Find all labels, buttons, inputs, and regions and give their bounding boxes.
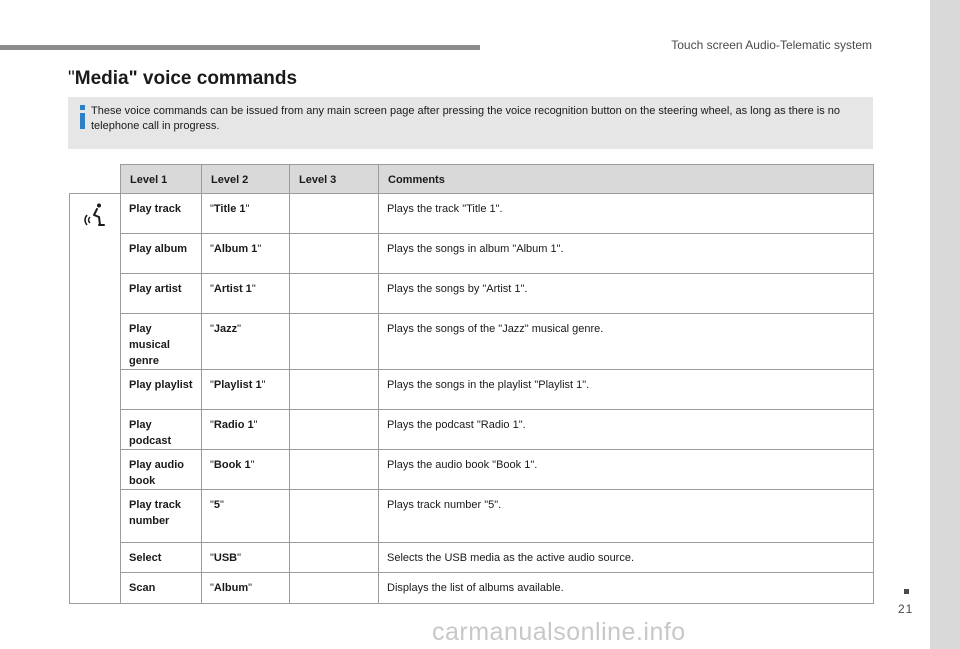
level2-cell: "Title 1": [202, 194, 290, 234]
table-header-cell: Comments: [379, 165, 874, 194]
level2-cell: "Radio 1": [202, 410, 290, 450]
level2-cell-value: Album 1: [213, 243, 258, 255]
table-row: [70, 410, 874, 450]
header-rule: [0, 45, 480, 50]
level3-cell: [290, 370, 379, 410]
page-number: 21: [898, 602, 914, 616]
title-quote-open: ": [68, 68, 75, 89]
level3-cell: [290, 573, 379, 604]
info-text: These voice commands can be issued from any main screen page after pressing the voice recognition button on the steering wheel, as long as there is no telephone call in progress.: [91, 105, 841, 132]
comment-cell: Plays the songs in album "Album 1".: [379, 234, 874, 274]
table-row: [70, 234, 874, 274]
level1-cell: Play podcast: [121, 410, 202, 450]
level2-cell: "5": [202, 490, 290, 543]
level3-cell: [290, 234, 379, 274]
comment-cell: Plays the audio book "Book 1".: [379, 450, 874, 490]
title-main: Media: [74, 68, 129, 89]
level3-cell: [290, 543, 379, 573]
level1-cell: Play album: [121, 234, 202, 274]
table-row: [70, 314, 874, 370]
comment-cell: Plays the track "Title 1".: [379, 194, 874, 234]
level2-cell-value: Book 1: [213, 459, 251, 471]
level2-cell-value: Artist 1: [213, 283, 252, 295]
icon-cell: [70, 194, 121, 604]
level2-cell: "USB": [202, 543, 290, 573]
section-header: Touch screen Audio-Telematic system: [671, 38, 872, 52]
level2-cell-value: 5: [213, 499, 221, 511]
table-header-row: [70, 165, 874, 194]
voice-commands-table: [69, 164, 874, 604]
level3-cell: [290, 450, 379, 490]
level2-cell: "Album 1": [202, 234, 290, 274]
level3-cell: [290, 194, 379, 234]
level2-cell-value: Title 1: [213, 203, 246, 215]
voice-command-icon: [82, 203, 110, 231]
comment-cell: Selects the USB media as the active audio source.: [379, 543, 874, 573]
level2-cell-value: USB: [213, 552, 238, 564]
table-header-cell: Level 1: [121, 165, 202, 194]
comment-cell: Plays the podcast "Radio 1".: [379, 410, 874, 450]
table-row: [70, 543, 874, 573]
page-title: [68, 68, 297, 90]
comment-cell: Plays the songs by "Artist 1".: [379, 274, 874, 314]
level2-cell-value: Jazz: [213, 323, 238, 335]
level2-cell: "Book 1": [202, 450, 290, 490]
level1-cell: Play musical genre: [121, 314, 202, 370]
table-row: [70, 490, 874, 543]
comment-cell: Displays the list of albums available.: [379, 573, 874, 604]
table-row: [70, 370, 874, 410]
page-edge-strip: [930, 0, 960, 649]
info-icon: [78, 105, 88, 131]
level2-cell-value: Playlist 1: [213, 379, 262, 391]
table-row: [70, 573, 874, 604]
table-header-cell: Level 3: [290, 165, 379, 194]
level2-cell-value: Album: [213, 582, 249, 594]
level1-cell: Play artist: [121, 274, 202, 314]
page-marker: [904, 589, 909, 594]
info-box: [68, 97, 873, 149]
level1-cell: Play audio book: [121, 450, 202, 490]
level2-cell: "Jazz": [202, 314, 290, 370]
table-header-cell: Level 2: [202, 165, 290, 194]
watermark: carmanualsonline.info: [432, 618, 686, 646]
comment-cell: Plays track number "5".: [379, 490, 874, 543]
level2-cell: "Album": [202, 573, 290, 604]
level2-cell: "Playlist 1": [202, 370, 290, 410]
level3-cell: [290, 314, 379, 370]
level3-cell: [290, 410, 379, 450]
level2-cell-value: Radio 1: [213, 419, 254, 431]
level3-cell: [290, 490, 379, 543]
level2-cell: "Artist 1": [202, 274, 290, 314]
comment-cell: Plays the songs of the "Jazz" musical genre.: [379, 314, 874, 370]
table-row: [70, 450, 874, 490]
level3-cell: [290, 274, 379, 314]
level1-cell: Play track: [121, 194, 202, 234]
table-row: [70, 274, 874, 314]
comment-cell: Plays the songs in the playlist "Playlist 1".: [379, 370, 874, 410]
table-header-blank: [70, 165, 121, 194]
level1-cell: Play playlist: [121, 370, 202, 410]
table-row: [70, 194, 874, 234]
level1-cell: Scan: [121, 573, 202, 604]
level1-cell: Play track number: [121, 490, 202, 543]
level1-cell: Select: [121, 543, 202, 573]
title-rest: " voice commands: [128, 68, 298, 89]
